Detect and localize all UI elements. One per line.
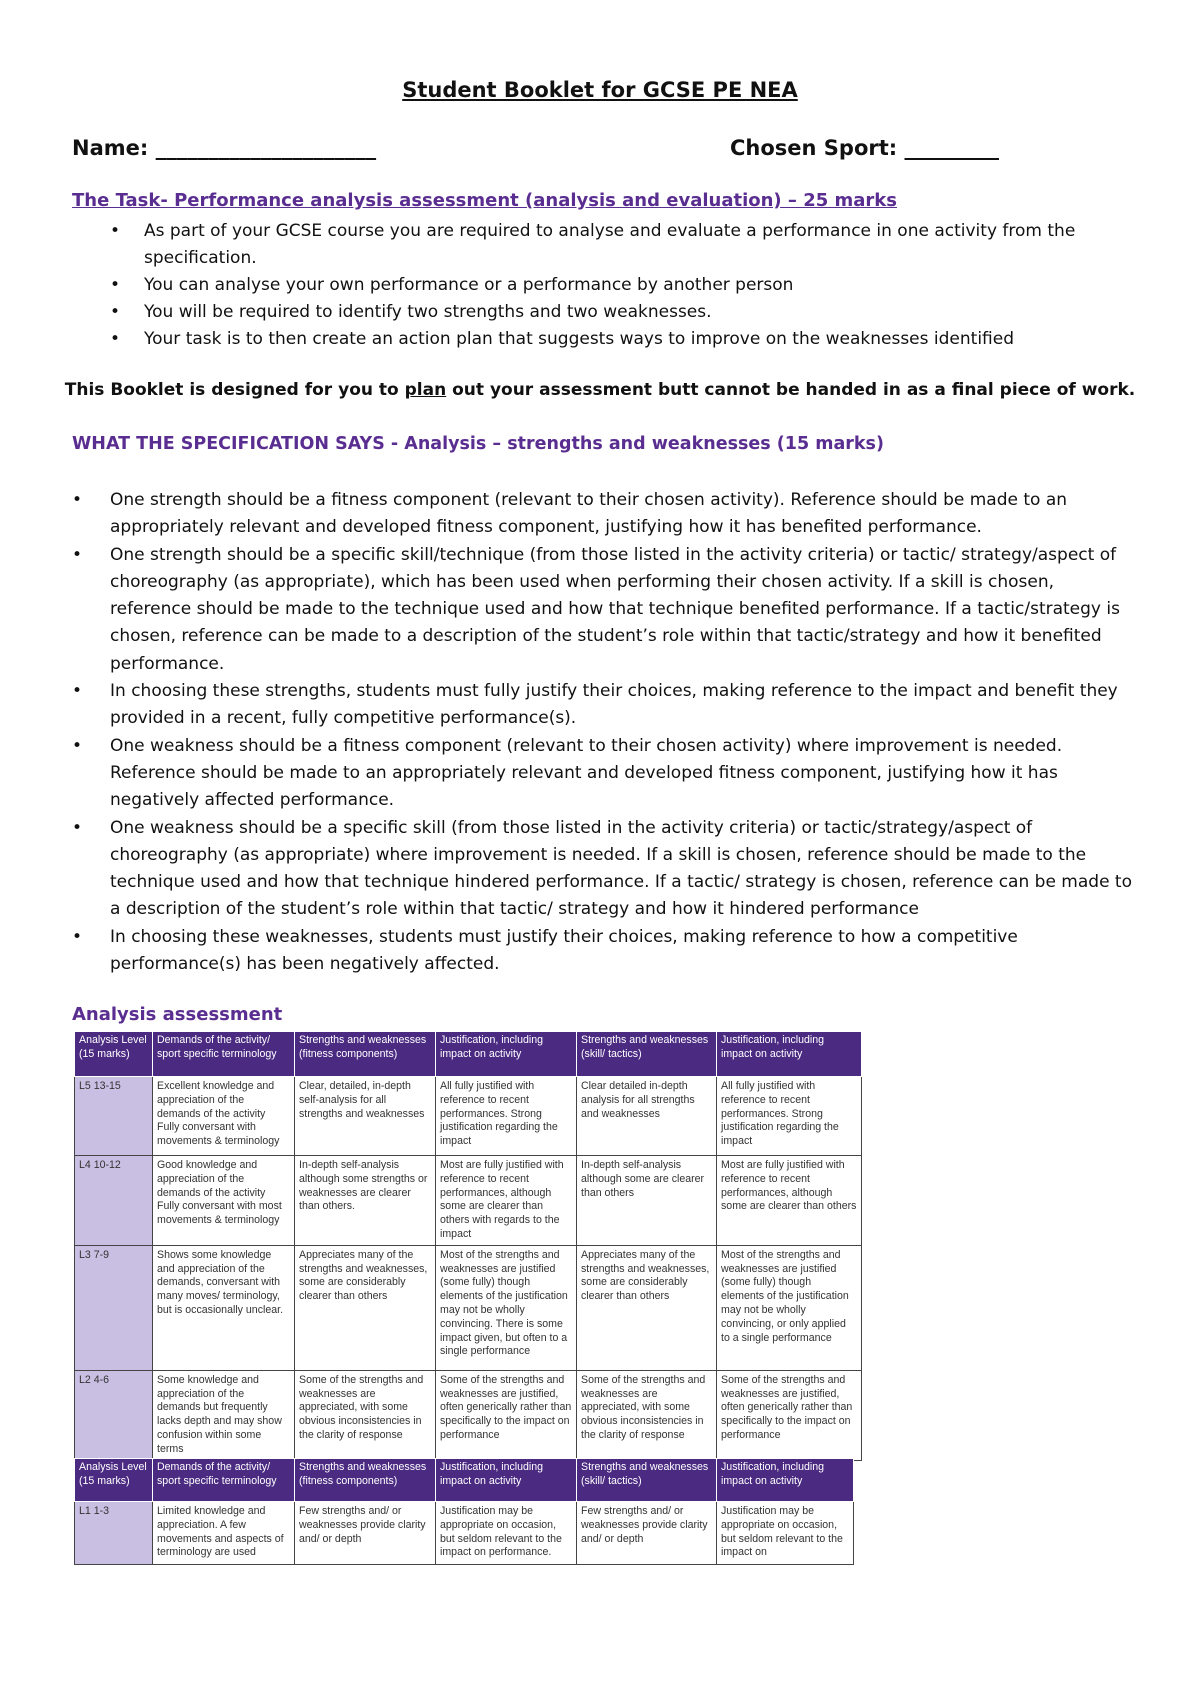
task-bullet: • As part of your GCSE course you are required to analyse and evaluate a performance in one activity from the specification. (112, 218, 1142, 272)
table-cell: Most are fully justified with reference to recent performances, although some are clearer than others (717, 1156, 862, 1246)
level-cell: L5 13-15 (75, 1077, 153, 1156)
name-row (72, 136, 1132, 160)
level-cell: L4 10-12 (75, 1156, 153, 1246)
level-cell: L2 4-6 (75, 1370, 153, 1460)
column-header: Justification, including impact on activity (717, 1459, 854, 1502)
table-cell: Good knowledge and appreciation of the demands of the activity Fully conversant with most movements & terminology (153, 1156, 295, 1246)
analysis-rubric-table (74, 1031, 862, 1461)
table-cell: Most of the strengths and weaknesses are justified (some fully) though elements of the justification may not be wholly convincing, or only applied to a single performance (717, 1245, 862, 1370)
table-row (75, 1077, 862, 1156)
table-cell: Shows some knowledge and appreciation of the demands, conversant with many moves/ terminology, but is occasionally unclear. (153, 1245, 295, 1370)
table-cell: Clear detailed in-depth analysis for all strengths and weaknesses (577, 1077, 717, 1156)
column-header: Justification, including impact on activity (436, 1459, 577, 1502)
table-row (75, 1245, 862, 1370)
analysis-assessment-heading: Analysis assessment (72, 1004, 283, 1025)
table-cell: In-depth self-analysis although some are clearer than others (577, 1156, 717, 1246)
table-cell: Some of the strengths and weaknesses are justified, often generically rather than specifically to the impact on performance (717, 1370, 862, 1460)
table-cell: Justification may be appropriate on occasion, but seldom relevant to the impact on performance. (436, 1502, 577, 1565)
table-cell: Some knowledge and appreciation of the demands but frequently lacks depth and may show confusion within some terms (153, 1370, 295, 1460)
level-cell: L1 1-3 (75, 1502, 153, 1565)
column-header: Strengths and weaknesses (fitness components) (295, 1459, 436, 1502)
column-header: Demands of the activity/ sport specific terminology (153, 1459, 295, 1502)
page-title: Student Booklet for GCSE PE NEA (402, 78, 798, 102)
specification-bullet: • One weakness should be a specific skill (from those listed in the activity criteria) or tactic/strategy/aspect of choreography (as appropriate) where improvement is needed. If a skill is chosen, reference should be made to the technique used and how that technique hindered performance. If a tactic/ strategy is chosen, reference can be made to a description of the student’s role within that tactic/ strategy and how it hindered performance (72, 815, 1137, 924)
booklet-note-end: out your assessment butt cannot be handed in as a final piece of work. (446, 380, 1136, 400)
task-bullet: • You can analyse your own performance or a performance by another person (112, 272, 1142, 299)
task-bullet-list (112, 218, 1142, 353)
column-header: Demands of the activity/ sport specific terminology (153, 1032, 295, 1077)
specification-bullet: • One strength should be a fitness component (relevant to their chosen activity). Reference should be made to an appropriately relevant and developed fitness component, justifying how it has benefited performance. (72, 487, 1137, 542)
table-cell: All fully justified with reference to recent performances. Strong justification regarding the impact (436, 1077, 577, 1156)
rubric-header-row (75, 1032, 862, 1077)
table-cell: Some of the strengths and weaknesses are justified, often generically rather than specifically to the impact on performance (436, 1370, 577, 1460)
specification-bullet: • One weakness should be a fitness component (relevant to their chosen activity) where improvement is needed. Reference should be made to an appropriately relevant and developed fitness component, justifying how it has negatively affected performance. (72, 733, 1137, 815)
booklet-note (0, 380, 1200, 400)
booklet-note-start: This Booklet is designed for you to (64, 380, 405, 400)
table-cell: Most are fully justified with reference to recent performances, although some are clearer than others with regards to the impact (436, 1156, 577, 1246)
name-field-label: Name: _____________________ (72, 136, 377, 160)
specification-bullet: • One strength should be a specific skill/technique (from those listed in the activity criteria) or tactic/ strategy/aspect of choreography (as appropriate), which has been used when performing their chosen activity. If a skill is chosen, reference should be made to the technique used and how that technique benefited performance. If a tactic/strategy is chosen, reference can be made to a description of the student’s role within that tactic/strategy and how it benefited performance. (72, 542, 1137, 678)
chosen-sport-field-label: Chosen Sport: _________ (730, 136, 999, 160)
column-header: Strengths and weaknesses (skill/ tactics) (577, 1032, 717, 1077)
column-header: Justification, including impact on activity (717, 1032, 862, 1077)
table-cell: Appreciates many of the strengths and weaknesses, some are considerably clearer than others (577, 1245, 717, 1370)
table-cell: Clear, detailed, in-depth self-analysis for all strengths and weaknesses (295, 1077, 436, 1156)
table-cell: All fully justified with reference to recent performances. Strong justification regarding the impact (717, 1077, 862, 1156)
specification-heading: WHAT THE SPECIFICATION SAYS - Analysis – strengths and weaknesses (15 marks) (72, 434, 884, 454)
booklet-note-emphasis: plan (404, 380, 447, 400)
table-cell: Limited knowledge and appreciation. A few movements and aspects of terminology are used (153, 1502, 295, 1565)
level-cell: L3 7-9 (75, 1245, 153, 1370)
table-cell: Some of the strengths and weaknesses are appreciated, with some obvious inconsistencies in the clarity of response (295, 1370, 436, 1460)
column-header: Strengths and weaknesses (fitness components) (295, 1032, 436, 1077)
table-cell: In-depth self-analysis although some strengths or weaknesses are clearer than others. (295, 1156, 436, 1246)
table-cell: Justification may be appropriate on occasion, but seldom relevant to the impact on (717, 1502, 854, 1565)
table-cell: Excellent knowledge and appreciation of the demands of the activity Fully conversant with movements & terminology (153, 1077, 295, 1156)
specification-bullet: • In choosing these weaknesses, students must justify their choices, making reference to how a competitive performance(s) has been negatively affected. (72, 924, 1137, 979)
table-cell: Few strengths and/ or weaknesses provide clarity and/ or depth (577, 1502, 717, 1565)
specification-bullet-list (72, 487, 1137, 978)
task-heading: The Task- Performance analysis assessment (analysis and evaluation) – 25 marks (72, 190, 897, 211)
task-bullet: • You will be required to identify two strengths and two weaknesses. (112, 299, 1142, 326)
column-header: Justification, including impact on activity (436, 1032, 577, 1077)
table-cell: Appreciates many of the strengths and weaknesses, some are considerably clearer than others (295, 1245, 436, 1370)
task-bullet: • Your task is to then create an action plan that suggests ways to improve on the weaknesses identified (112, 326, 1142, 353)
table-cell: Most of the strengths and weaknesses are justified (some fully) though elements of the justification may not be wholly convincing. There is some impact given, but often to a single performance (436, 1245, 577, 1370)
analysis-rubric-table-continued (74, 1458, 854, 1565)
column-header: Strengths and weaknesses (skill/ tactics) (577, 1459, 717, 1502)
table-row (75, 1502, 854, 1565)
table-cell: Few strengths and/ or weaknesses provide clarity and/ or depth (295, 1502, 436, 1565)
table-cell: Some of the strengths and weaknesses are appreciated, with some obvious inconsistencies in the clarity of response (577, 1370, 717, 1460)
column-header: Analysis Level (15 marks) (75, 1032, 153, 1077)
column-header: Analysis Level (15 marks) (75, 1459, 153, 1502)
table-row (75, 1370, 862, 1460)
specification-bullet: • In choosing these strengths, students must fully justify their choices, making reference to the impact and benefit they provided in a recent, fully competitive performance(s). (72, 678, 1137, 733)
table-row (75, 1156, 862, 1246)
rubric-header-row (75, 1459, 854, 1502)
